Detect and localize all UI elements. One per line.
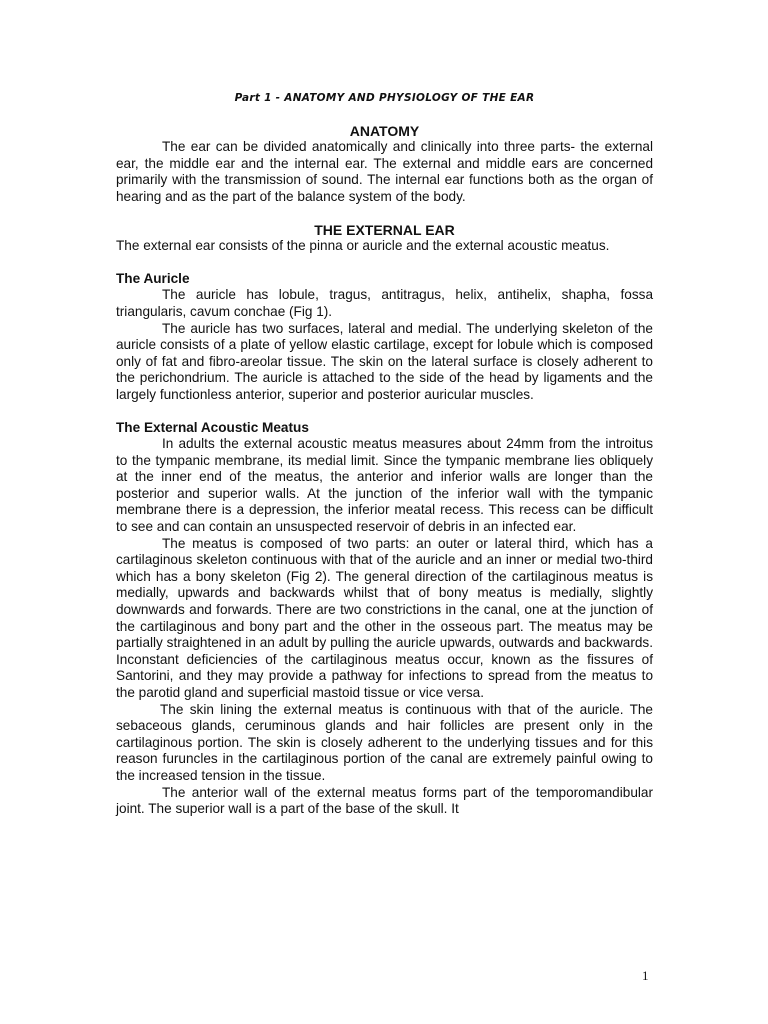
meatus-paragraph-1: In adults the external acoustic meatus measures about 24mm from the introitus to the tympanic membrane, its medial limit. Since the tympanic membrane lies obliquely at the inner end of the meatus, the anterior and inferior walls are longer than the posterior and superior walls. At the junction of the inferior wall with the tympanic membrane there is a depression, the inferior meatal recess. This recess can be difficult to see and can contain an unsuspected reservoir of debris in an infected ear. [116,436,653,535]
auricle-paragraph-1: The auricle has lobule, tragus, antitragus, helix, antihelix, shapha, fossa triangularis, cavum conchae (Fig 1). [116,287,653,319]
external-ear-heading: THE EXTERNAL EAR [314,221,455,238]
auricle-heading: The Auricle [116,270,190,286]
meatus-paragraph-3: The skin lining the external meatus is continuous with that of the auricle. The sebaceous glands, ceruminous glands and hair follicles are present only in the cartilaginous portion. The skin is closely adherent to the underlying tissues and for this reason furuncles in the cartilaginous portion of the canal are extremely painful owing to the increased tension in the tissue. [116,701,653,783]
external-ear-paragraph: The external ear consists of the pinna or auricle and the external acoustic meatus. [116,238,610,254]
part-title: Part 1 - ANATOMY AND PHYSIOLOGY OF THE EAR [234,92,535,104]
document-page [116,90,653,818]
meatus-heading: The External Acoustic Meatus [116,419,309,435]
page-number: 1 [642,968,649,983]
anatomy-paragraph: The ear can be divided anatomically and clinically into three parts- the external ear, the middle ear and the internal ear. The external and middle ears are concerned primarily with the transmission of sound. The internal ear functions both as the organ of hearing and as the part of the balance system of the body. [116,139,653,204]
auricle-paragraph-2: The auricle has two surfaces, lateral and medial. The underlying skeleton of the auricle consists of a plate of yellow elastic cartilage, except for lobule which is composed only of fat and fibro-areolar tissue. The skin on the lateral surface is closely adherent to the perichondrium. The auricle is attached to the side of the head by ligaments and the largely functionless anterior, superior and posterior auricular muscles. [116,320,653,402]
meatus-paragraph-4: The anterior wall of the external meatus forms part of the temporomandibular joint. The superior wall is a part of the base of the skull. It [116,784,653,817]
meatus-paragraph-2: The meatus is composed of two parts: an outer or lateral third, which has a cartilaginous skeleton continuous with that of the auricle and an inner or medial two-third which has a bony skeleton (Fig 2). The general direction of the cartilaginous meatus is medially, upwards and backwards whilst that of bony meatus is medially, slightly downwards and forwards. There are two constrictions in the canal, one at the junction of the cartilaginous and bony part and the other in the osseous part. The meatus may be partially straightened in an adult by pulling the auricle upwards, outwards and backwards. Inconstant deficiencies of the cartilaginous meatus occur, known as the fissures of Santorini, and they may provide a pathway for infections to spread from the meatus to the parotid gland and superficial mastoid tissue or vice versa. [116,535,653,700]
anatomy-heading: ANATOMY [349,122,420,139]
